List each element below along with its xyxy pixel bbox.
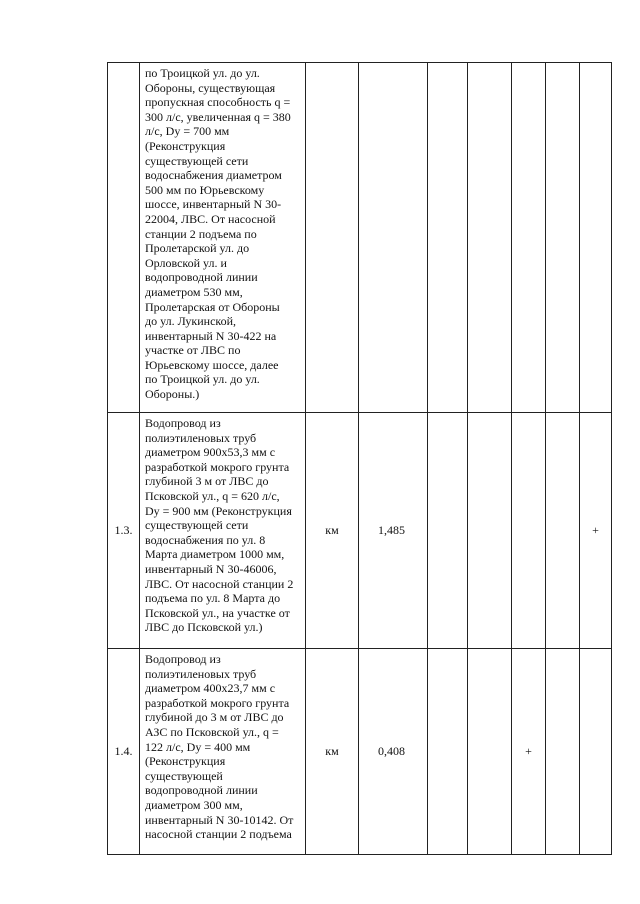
row-number-cell: 1.3. <box>108 413 140 649</box>
description-line: Пролетарская от Обороны <box>145 299 280 314</box>
description-line: подъема по ул. 8 Марта до <box>145 591 281 606</box>
description-line: инвентарный N 30-422 на <box>145 328 277 343</box>
description-line: станции 2 подъема по <box>145 226 257 241</box>
description-line: водоснабжения по ул. 8 <box>145 532 266 547</box>
description-line: 300 л/с, увеличенная q = 380 <box>145 109 291 124</box>
unit-cell: км <box>306 649 359 855</box>
description-line: глубиной 3 м от ЛВС до <box>145 474 269 489</box>
description-line: водоснабжения диаметром <box>145 168 282 183</box>
description-line: ЛВС до Псковской ул.) <box>145 620 263 635</box>
description-line: Орловской ул. и <box>145 255 227 270</box>
description-line: насосной станции 2 подъема <box>145 827 292 842</box>
description-line: Марта диаметром 1000 мм, <box>145 547 285 562</box>
column-8-cell <box>546 63 580 413</box>
description-line: Обороны, существующая <box>145 80 276 95</box>
column-9-cell <box>580 63 612 413</box>
description-line: диаметром 900х53,3 мм с <box>145 445 276 460</box>
column-9-cell <box>580 649 612 855</box>
description-line: 500 мм по Юрьевскому <box>145 182 265 197</box>
quantity-cell: 0,408 <box>359 649 428 855</box>
description-line: (Реконструкция <box>145 754 226 769</box>
description-line: Псковской ул., на участке от <box>145 605 290 620</box>
description-line: водопроводной линии <box>145 270 258 285</box>
description-line: диаметром 530 мм, <box>145 284 243 299</box>
description-line: шоссе, инвентарный N 30- <box>145 197 282 212</box>
column-5-cell <box>428 649 468 855</box>
description-line: л/с, Dy = 700 мм <box>145 124 230 139</box>
row-number-cell: 1.4. <box>108 649 140 855</box>
description-line: разработкой мокрого грунта <box>145 459 290 474</box>
description-line: водопроводной линии <box>145 783 258 798</box>
description-line: существующей сети <box>145 518 249 533</box>
row-number-cell <box>108 63 140 413</box>
description-line: полиэтиленовых труб <box>145 666 257 681</box>
description-line: по Троицкой ул. до ул. <box>145 66 260 80</box>
description-line: Обороны.) <box>145 387 200 402</box>
infrastructure-table <box>107 62 612 855</box>
description-line: диаметром 400х23,7 мм с <box>145 681 276 696</box>
quantity-cell <box>359 63 428 413</box>
description-line: (Реконструкция <box>145 138 226 153</box>
description-cell <box>140 413 306 649</box>
description-line: 22004, ЛВС. От насосной <box>145 211 276 226</box>
description-line: разработкой мокрого грунта <box>145 695 290 710</box>
unit-cell <box>306 63 359 413</box>
column-7-cell <box>512 63 546 413</box>
unit-cell: км <box>306 413 359 649</box>
description-line: Водопровод из <box>145 652 221 666</box>
table-row <box>108 413 612 649</box>
description-line: диаметром 300 мм, <box>145 797 243 812</box>
table-row <box>108 649 612 855</box>
column-8-cell <box>546 649 580 855</box>
column-6-cell <box>468 63 512 413</box>
description-line: существующей <box>145 768 223 783</box>
description-line: глубиной до 3 м от ЛВС до <box>145 710 284 725</box>
column-5-cell <box>428 413 468 649</box>
description-line: по Троицкой ул. до ул. <box>145 372 260 387</box>
column-6-cell <box>468 649 512 855</box>
description-line: существующей сети <box>145 153 249 168</box>
description-line: ЛВС. От насосной станции 2 <box>145 576 294 591</box>
description-line: пропускная способность q = <box>145 95 291 110</box>
description-line: инвентарный N 30-10142. От <box>145 812 294 827</box>
description-line: Dy = 900 мм (Реконструкция <box>145 503 292 518</box>
description-line: Юрьевскому шоссе, далее <box>145 357 279 372</box>
description-cell <box>140 649 306 855</box>
column-7-cell: + <box>512 649 546 855</box>
description-line: инвентарный N 30-46006, <box>145 561 277 576</box>
column-9-cell: + <box>580 413 612 649</box>
column-8-cell <box>546 413 580 649</box>
description-line: АЗС по Псковской ул., q = <box>145 724 279 739</box>
description-line: 122 л/с, Dy = 400 мм <box>145 739 251 754</box>
description-line: Пролетарской ул. до <box>145 241 250 256</box>
column-6-cell <box>468 413 512 649</box>
description-line: участке от ЛВС по <box>145 343 241 358</box>
table-row <box>108 63 612 413</box>
description-cell <box>140 63 306 413</box>
description-line: Псковской ул., q = 620 л/с, <box>145 488 280 503</box>
quantity-cell: 1,485 <box>359 413 428 649</box>
description-line: полиэтиленовых труб <box>145 430 257 445</box>
description-line: до ул. Лукинской, <box>145 314 237 329</box>
column-5-cell <box>428 63 468 413</box>
column-7-cell <box>512 413 546 649</box>
description-line: Водопровод из <box>145 416 221 430</box>
